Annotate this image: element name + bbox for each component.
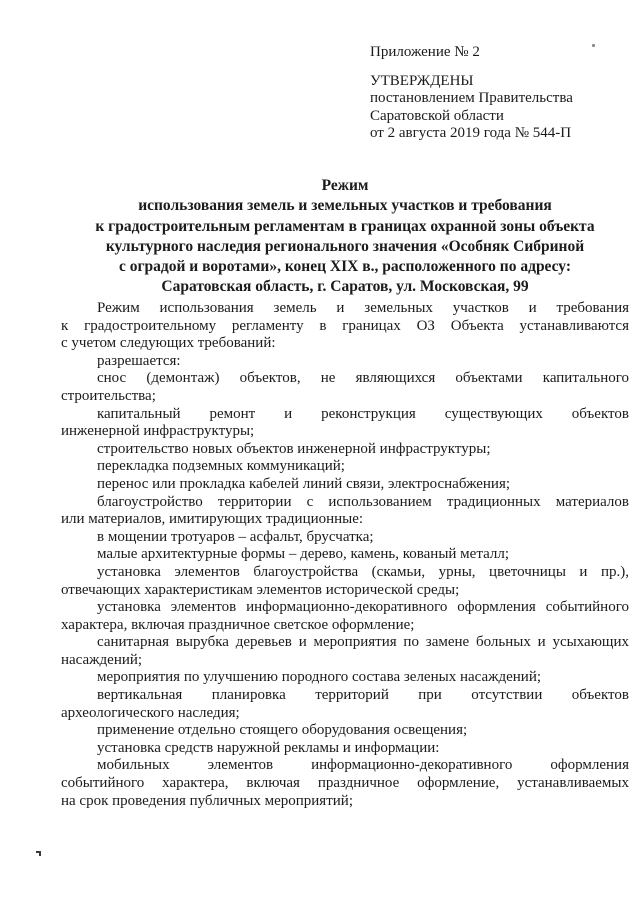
scan-artifact-dot xyxy=(592,44,595,47)
body-line: в мощении тротуаров – асфальт, брусчатка; xyxy=(97,528,374,545)
approved-region-line: Саратовской области xyxy=(370,107,504,124)
body-line: к градостроительному регламенту в границах ОЗ Объекта устанавливаются xyxy=(61,317,629,334)
scan-artifact-mark xyxy=(39,853,41,856)
body-line: капитальный ремонт и реконструкция существующих объектов xyxy=(97,405,629,422)
body-line: санитарная вырубка деревьев и мероприятия по замене больных и усыхающих xyxy=(97,634,629,651)
body-line: благоустройство территории с использованием традиционных материалов xyxy=(97,493,629,510)
approval-block xyxy=(370,44,573,143)
document-title xyxy=(61,176,629,298)
title-line: Режим xyxy=(321,177,369,194)
body-line: применение отдельно стоящего оборудования освещения; xyxy=(97,722,468,739)
document-body xyxy=(61,300,629,810)
approved-by-line: постановлением Правительства xyxy=(370,90,573,106)
body-line: вертикальная планировка территорий при отсутствии объектов xyxy=(97,687,629,704)
body-line: мероприятия по улучшению породного состава зеленых насаждений; xyxy=(97,669,542,686)
body-line: насаждений; xyxy=(61,651,143,668)
body-line: мобильных элементов информационно-декоративного оформления xyxy=(97,757,629,774)
title-line: с оградой и воротами», конец XIX в., расположенного по адресу: xyxy=(118,258,572,276)
body-line: характера, включая праздничное светское оформление; xyxy=(61,616,415,633)
body-line: археологического наследия; xyxy=(61,704,240,721)
body-line: разрешается: xyxy=(97,352,181,369)
body-line: установка элементов информационно-декоративного оформления событийного xyxy=(97,599,629,616)
body-line: установка элементов благоустройства (скамьи, урны, цветочницы и пр.), xyxy=(97,563,629,580)
body-line: перенос или прокладка кабелей линий связи, электроснабжения; xyxy=(97,475,511,492)
body-line: отвечающих характеристикам элементов исторической среды; xyxy=(61,581,460,598)
body-line: инженерной инфраструктуры; xyxy=(61,423,255,440)
body-line: малые архитектурные формы – дерево, камень, кованый металл; xyxy=(97,546,510,563)
body-line: строительство новых объектов инженерной инфраструктуры; xyxy=(97,440,491,457)
approved-label: УТВЕРЖДЕНЫ xyxy=(370,72,474,89)
title-line: культурного наследия регионального значения «Особняк Сибриной xyxy=(105,237,585,255)
body-line: с учетом следующих требований: xyxy=(61,335,276,352)
body-line: событийного характера, включая праздничное оформление, устанавливаемых xyxy=(61,775,629,792)
body-line: или материалов, имитирующих традиционные: xyxy=(61,511,364,528)
body-line: снос (демонтаж) объектов, не являющихся объектами капитального xyxy=(97,370,629,387)
body-line: строительства; xyxy=(61,387,156,404)
body-line: на срок проведения публичных мероприятий; xyxy=(61,792,353,809)
approved-date-line: от 2 августа 2019 года № 544-П xyxy=(370,125,572,141)
body-line: перекладка подземных коммуникаций; xyxy=(97,458,345,475)
title-line: Саратовская область, г. Саратов, ул. Московская, 99 xyxy=(161,278,529,296)
approval-block-gap xyxy=(370,62,573,73)
body-line: Режим использования земель и земельных участков и требования xyxy=(97,300,629,316)
title-line: к градостроительным регламентам в границах охранной зоны объекта xyxy=(95,217,595,235)
annex-number-line: Приложение № 2 xyxy=(370,44,480,60)
body-line: установка средств наружной рекламы и информации: xyxy=(97,739,440,756)
title-line: использования земель и земельных участков и требования xyxy=(138,197,552,215)
